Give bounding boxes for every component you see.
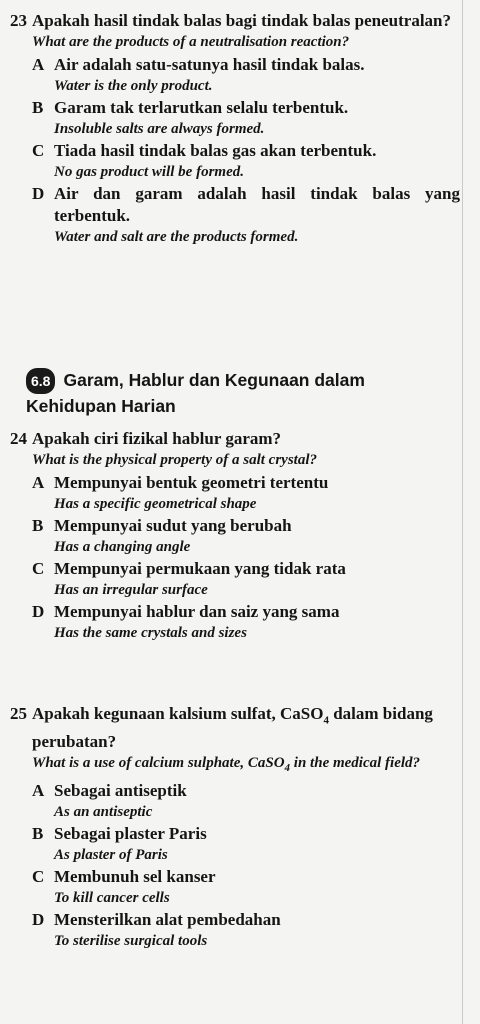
option-text: Mempunyai sudut yang berubah: [54, 516, 292, 535]
option-letter: D: [32, 602, 45, 621]
page-margin-rule: [462, 0, 463, 1024]
option-text: Sebagai plaster Paris: [54, 824, 207, 844]
option-a[interactable]: [32, 54, 460, 96]
question-translation: What are the products of a neutralisation reaction?: [32, 34, 350, 50]
option-d[interactable]: [32, 909, 460, 951]
option-letter: D: [32, 184, 45, 203]
section-heading: [26, 368, 446, 418]
section-badge: 6.8: [26, 368, 55, 394]
question-text: Apakah hasil tindak balas bagi tindak balas peneutralan?: [32, 11, 452, 30]
option-b[interactable]: [32, 823, 460, 865]
option-translation: No gas product will be formed.: [54, 164, 244, 180]
option-text: Sebagai antiseptik: [54, 781, 187, 801]
option-translation: Insoluble salts are always formed.: [54, 121, 265, 137]
option-text: Tiada hasil tindak balas gas akan terbentuk.: [54, 141, 377, 160]
option-letter: B: [32, 98, 44, 117]
option-letter: C: [32, 867, 45, 887]
question-25: [10, 703, 460, 951]
option-translation: To sterilise surgical tools: [54, 933, 208, 950]
question-translation: What is the physical property of a salt crystal?: [32, 452, 317, 468]
option-translation: Water is the only product.: [54, 78, 213, 94]
question-number: 23: [10, 11, 27, 30]
option-translation: As an antiseptic: [54, 804, 153, 821]
option-text: Membunuh sel kanser: [54, 867, 216, 887]
option-d[interactable]: [32, 183, 460, 247]
option-letter: A: [32, 55, 45, 74]
option-text: Air adalah satu-satunya hasil tindak balas.: [54, 55, 365, 74]
option-text: Mempunyai hablur dan saiz yang sama: [54, 602, 340, 621]
question-text: Apakah kegunaan kalsium sulfat, CaSO$_4$ dalam bidang perubatan?: [32, 704, 433, 752]
option-a[interactable]: [32, 780, 460, 822]
option-translation: Has a changing angle: [54, 539, 191, 555]
option-text: Mempunyai permukaan yang tidak rata: [54, 559, 346, 578]
option-letter: A: [32, 781, 45, 801]
option-letter: C: [32, 141, 45, 160]
section-title-line2: Kehidupan Harian: [26, 396, 176, 417]
option-letter: D: [32, 910, 45, 930]
question-translation: What is a use of calcium sulphate, CaSO$_4$ in the medical field?: [32, 755, 421, 775]
option-text: Mensterilkan alat pembedahan: [54, 910, 281, 930]
option-letter: C: [32, 559, 45, 578]
option-d[interactable]: [32, 601, 460, 643]
option-translation: As plaster of Paris: [54, 847, 168, 864]
option-text: Mempunyai bentuk geometri tertentu: [54, 473, 329, 492]
question-number: 24: [10, 429, 27, 448]
option-text: Garam tak terlarutkan selalu terbentuk.: [54, 98, 349, 117]
option-a[interactable]: [32, 472, 460, 514]
question-text: Apakah ciri fizikal hablur garam?: [32, 429, 282, 448]
option-b[interactable]: [32, 515, 460, 557]
option-b[interactable]: [32, 97, 460, 139]
option-c[interactable]: [32, 140, 460, 182]
option-text: Air dan garam adalah hasil tindak balas yang terbentuk.: [54, 184, 460, 225]
option-translation: To kill cancer cells: [54, 890, 170, 907]
option-translation: Has a specific geometrical shape: [54, 496, 257, 512]
question-24: [10, 428, 460, 643]
option-c[interactable]: [32, 558, 460, 600]
option-translation: Water and salt are the products formed.: [54, 229, 299, 245]
question-number: 25: [10, 704, 27, 723]
option-letter: A: [32, 473, 45, 492]
option-translation: Has the same crystals and sizes: [54, 625, 247, 641]
option-c[interactable]: [32, 866, 460, 908]
question-23: [10, 10, 460, 247]
option-letter: B: [32, 824, 44, 844]
section-title-line1: Garam, Hablur dan Kegunaan dalam: [63, 370, 365, 390]
option-letter: B: [32, 516, 44, 535]
option-translation: Has an irregular surface: [54, 582, 208, 598]
